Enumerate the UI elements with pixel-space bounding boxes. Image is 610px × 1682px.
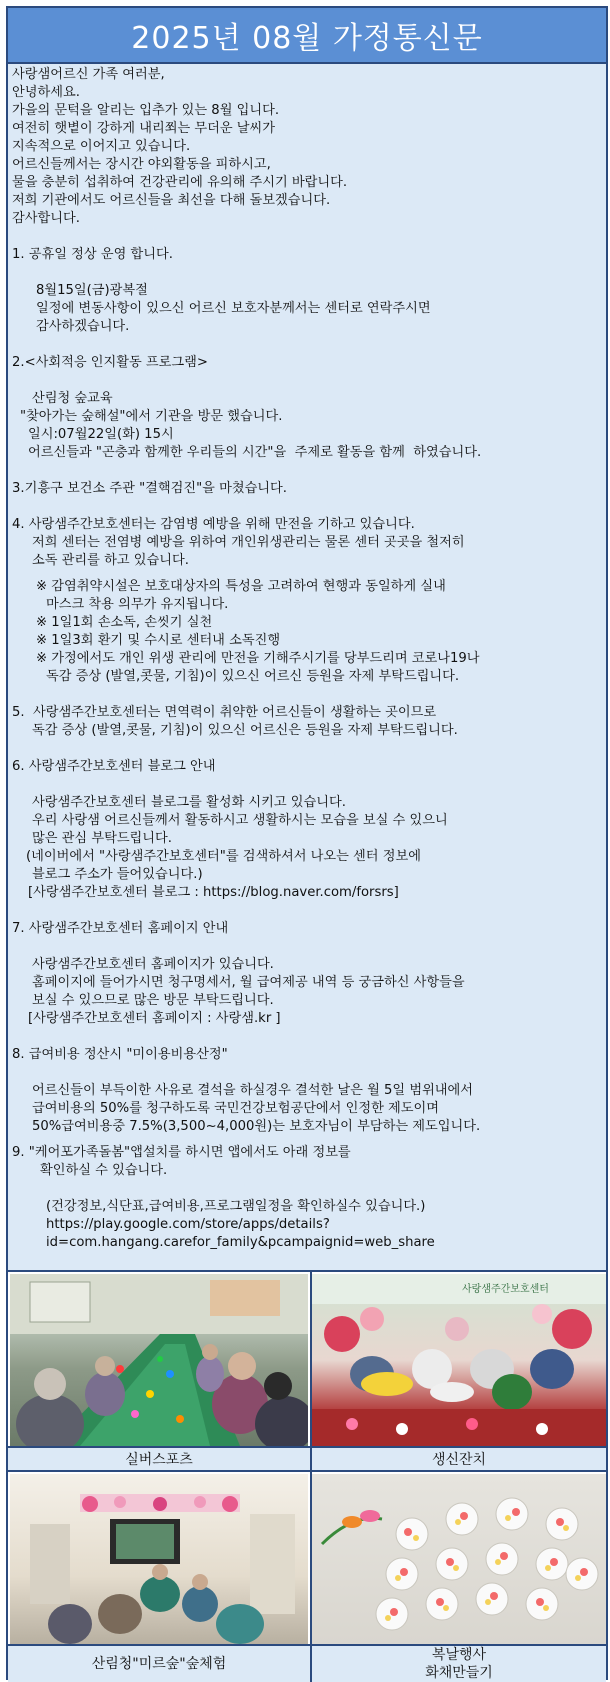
text-line: 여전히 햇볕이 강하게 내리쬐는 무더운 날씨가 [12,121,276,136]
text-line: 어르신들이 부득이한 사유로 결석을 하실경우 결석한 날은 월 5일 범위내에서 [32,1083,474,1098]
photo-forest-experience [10,1474,308,1644]
text-line: ※ 1일1회 손소독, 손씻기 실천 [36,615,213,630]
text-line: 많은 관심 부탁드립니다. [32,831,172,846]
text-line: 지속적으로 이어지고 있습니다. [12,139,191,154]
text-line: 독감 증상 (발열,콧물, 기침)이 있으신 어르신 등원을 자제 부탁드립니다. [46,669,460,684]
text-line: 독감 증상 (발열,콧물, 기침)이 있으신 어르신은 등원을 자제 부탁드립니다. [32,723,458,738]
text-line: 산림청 숲교육 [32,391,113,406]
caption-silver-sports [8,1446,310,1472]
fruit-punch-image [312,1474,606,1644]
text-line: 50%급여비용중 7.5%(3,500~4,000원)는 보호자님이 부담하는 제도입니다. [32,1119,481,1134]
text-line: 감사합니다. [12,211,80,226]
text-line: 물을 충분히 섭취하여 건강관리에 유의해 주시기 바랍니다. [12,175,348,190]
text-line: 가을의 문턱을 알리는 입추가 있는 8월 입니다. [12,103,280,118]
text-line: 홈페이지에 들어가시면 청구명세서, 월 급여제공 내역 등 궁금하신 사항들을 [32,975,465,990]
text-line: 일정에 변동사항이 있으신 어르신 보호자분께서는 센터로 연락주시면 [36,301,431,316]
caption-text: 실버스포츠 [125,1452,193,1468]
text-line: 8월15일(금)광복절 [36,283,148,298]
forest-experience-image [10,1474,308,1644]
text-line: 사랑샘어르신 가족 여러분, [12,67,165,82]
caption-text: 산림청"미르숲"숲체험 [91,1656,227,1672]
text-line: 저희 센터는 전염병 예방을 위하여 개인위생관리는 물론 센터 곳곳을 철저히 [32,535,465,550]
text-line: 어르신들과 "곤충과 함께한 우리들의 시간"을 주제로 활동을 함께 하였습니다. [28,445,482,460]
section-heading: 5. 사랑샘주간보호센터는 면역력이 취약한 어르신들이 생활하는 곳이므로 [12,705,437,720]
text-line: (네이버에서 "사랑샘주간보호센터"를 검색하셔서 나오는 센터 정보에 [26,849,421,864]
text-line: 확인하실 수 있습니다. [40,1163,168,1178]
photo-silver-sports [10,1274,308,1446]
text-line: 사랑샘주간보호센터 홈페이지가 있습니다. [32,957,274,972]
section-heading: 7. 사랑샘주간보호센터 홈페이지 안내 [12,921,229,936]
section-heading: 3.기흥구 보건소 주관 "결핵검진"을 마쳤습니다. [12,481,287,496]
homepage-link[interactable]: [사랑샘주간보호센터 홈페이지 : 사랑샘.kr ] [28,1011,281,1026]
text-line: "찾아가는 숲해설"에서 기관을 방문 했습니다. [20,409,283,424]
section-heading: 8. 급여비용 정산시 "미이용비용산정" [12,1047,228,1062]
caption-text: 생신잔치 [431,1452,487,1468]
section-heading: 9. "케어포가족돌봄"앱설치를 하시면 앱에서도 아래 정보를 [12,1145,351,1160]
section-heading: 1. 공휴일 정상 운영 합니다. [12,247,173,262]
text-line: 소독 관리를 하고 있습니다. [32,553,189,568]
blog-link[interactable]: [사랑샘주간보호센터 블로그 : https://blog.naver.com/forsrs] [28,885,399,900]
text-line: ※ 감염취약시설은 보호대상자의 특성을 고려하여 현행과 동일하게 실내 [36,579,446,594]
text-line: (건강정보,식단표,급여비용,프로그램일정을 확인하실수 있습니다.) [46,1199,426,1214]
newsletter-title: 2025년 08월 가정통신문 [131,21,483,56]
text-line: 마스크 착용 의무가 유지됩니다. [46,597,229,612]
text-line: 감사하겠습니다. [36,319,130,334]
caption-forest-experience [8,1644,310,1682]
caption-birthday [312,1446,606,1472]
title-bar [8,8,606,64]
text-line: 보실 수 있으므로 많은 방문 부탁드립니다. [32,993,274,1008]
newsletter-body [8,64,606,1272]
gallery-row-divider [8,1470,606,1472]
section-heading: 6. 사랑샘주간보호센터 블로그 안내 [12,759,216,774]
birthday-image [312,1274,606,1446]
caption-text-line2: 화채만들기 [425,1665,493,1681]
caption-fruit-punch [312,1644,606,1682]
newsletter-sheet [6,6,608,1680]
center-sign: 사랑샘주간보호센터 [462,1284,549,1295]
app-link-cont[interactable]: id=com.hangang.carefor_family&pcampaignid=web_share [46,1235,435,1250]
section-heading: 2.<사회적응 인지활동 프로그램> [12,355,208,370]
silver-sports-image [10,1274,308,1446]
caption-text-line1: 복날행사 [431,1647,487,1663]
section-heading: 4. 사랑샘주간보호센터는 감염병 예방을 위해 만전을 기하고 있습니다. [12,517,415,532]
text-line: ※ 1일3회 환기 및 수시로 센터내 소독진행 [36,633,281,648]
photo-fruit-punch [312,1474,606,1644]
text-line: ※ 가정에서도 개인 위생 관리에 만전을 기해주시기를 당부드리며 코로나19나 [36,651,480,666]
text-line: 급여비용의 50%를 청구하도록 국민건강보험공단에서 인정한 제도이며 [32,1101,439,1116]
text-line: 블로그 주소가 들어있습니다.) [32,867,203,882]
text-line: 일시:07월22일(화) 15시 [28,427,174,442]
photo-birthday [312,1274,606,1446]
text-line: 어르신들께서는 장시간 야외활동을 피하시고, [12,157,271,172]
text-line: 저희 기관에서도 어르신들을 최선을 다해 돌보겠습니다. [12,193,331,208]
text-line: 사랑샘주간보호센터 블로그를 활성화 시키고 있습니다. [32,795,346,810]
text-line: 우리 사랑샘 어르신들께서 활동하시고 생활하시는 모습을 보실 수 있으니 [32,813,448,828]
text-line: 안녕하세요. [12,85,80,100]
app-link[interactable]: https://play.google.com/store/apps/details? [46,1217,330,1232]
